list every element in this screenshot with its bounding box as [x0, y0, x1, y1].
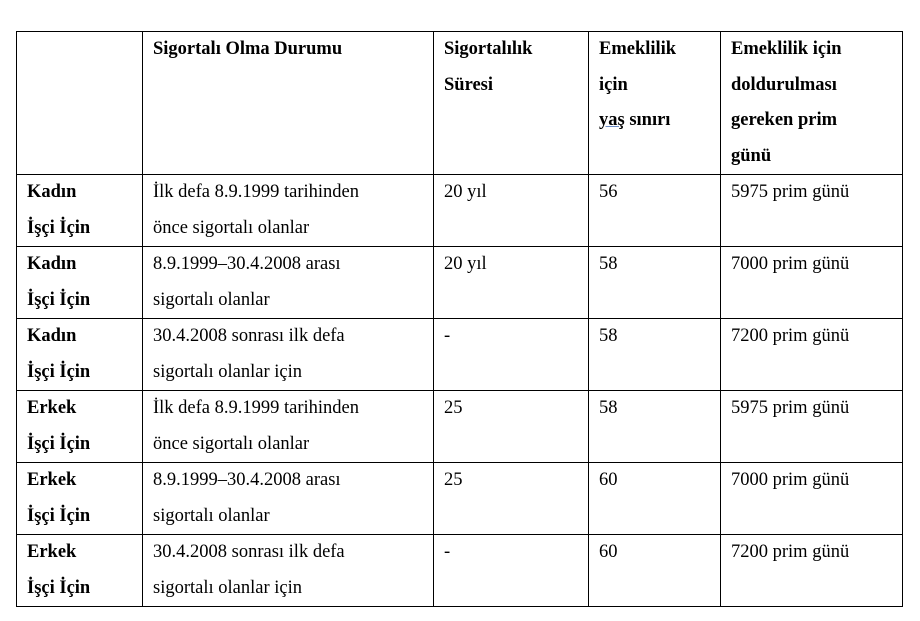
table-row [17, 247, 903, 319]
header-age-line3-rest: sınırı [624, 110, 671, 130]
row-age-cell: 58 [589, 319, 721, 391]
row-status-cell [143, 463, 434, 535]
status-line1: 8.9.1999–30.4.2008 arası [153, 470, 341, 490]
group-line1: Erkek [27, 398, 77, 418]
header-insurance-status-label: Sigortalı Olma Durumu [153, 39, 343, 59]
status-line2: sigortalı olanlar için [153, 577, 302, 598]
row-group-cell [17, 247, 143, 319]
group-line2: İşçi İçin [27, 217, 91, 238]
row-age-cell: 58 [589, 391, 721, 463]
header-premium-line3: gereken prim [731, 110, 838, 130]
row-duration-cell: 20 yıl [434, 175, 589, 247]
header-duration-line2: Süresi [444, 74, 494, 95]
row-age-cell: 58 [589, 247, 721, 319]
group-line1: Kadın [27, 326, 77, 346]
status-line2: önce sigortalı olanlar [153, 217, 310, 238]
retirement-conditions-table [16, 31, 903, 607]
row-group-cell [17, 319, 143, 391]
row-status-cell [143, 175, 434, 247]
row-premium-cell: 7200 prim günü [721, 535, 903, 607]
group-line2: İşçi İçin [27, 289, 91, 310]
status-line2: sigortalı olanlar için [153, 361, 302, 382]
row-duration-cell: 25 [434, 463, 589, 535]
header-premium-line4: günü [731, 145, 772, 166]
status-line2: sigortalı olanlar [153, 289, 270, 310]
header-insurance-duration [434, 32, 589, 175]
group-line2: İşçi İçin [27, 433, 91, 454]
header-age-line1: Emeklilik [599, 39, 677, 59]
row-group-cell [17, 535, 143, 607]
row-status-cell [143, 247, 434, 319]
row-premium-cell: 7000 prim günü [721, 247, 903, 319]
row-premium-cell: 7200 prim günü [721, 319, 903, 391]
header-age-line3 [599, 103, 710, 139]
header-empty-cell [17, 32, 143, 175]
header-premium-line2: doldurulması [731, 74, 837, 95]
group-line1: Erkek [27, 470, 77, 490]
row-status-cell [143, 391, 434, 463]
row-age-cell: 60 [589, 535, 721, 607]
row-group-cell [17, 463, 143, 535]
row-duration-cell: 25 [434, 391, 589, 463]
group-line1: Erkek [27, 542, 77, 562]
status-line1: 30.4.2008 sonrası ilk defa [153, 542, 345, 562]
row-premium-cell: 7000 prim günü [721, 463, 903, 535]
row-duration-cell: - [434, 535, 589, 607]
group-line1: Kadın [27, 182, 77, 202]
row-age-cell: 60 [589, 463, 721, 535]
table-row [17, 175, 903, 247]
table-header-row [17, 32, 903, 175]
group-line2: İşçi İçin [27, 577, 91, 598]
header-premium-line1: Emeklilik için [731, 39, 842, 59]
row-group-cell [17, 175, 143, 247]
row-duration-cell: - [434, 319, 589, 391]
header-retirement-age [589, 32, 721, 175]
header-premium-days [721, 32, 903, 175]
row-duration-cell: 20 yıl [434, 247, 589, 319]
row-group-cell [17, 391, 143, 463]
header-insurance-status [143, 32, 434, 175]
table-row [17, 319, 903, 391]
row-premium-cell: 5975 prim günü [721, 391, 903, 463]
status-line2: önce sigortalı olanlar [153, 433, 310, 454]
table-row [17, 535, 903, 607]
row-age-cell: 56 [589, 175, 721, 247]
row-status-cell [143, 535, 434, 607]
group-line2: İşçi İçin [27, 505, 91, 526]
status-line1: İlk defa 8.9.1999 tarihinden [153, 398, 360, 418]
header-duration-line1: Sigortalılık [444, 39, 533, 59]
status-line1: İlk defa 8.9.1999 tarihinden [153, 182, 360, 202]
table-row [17, 463, 903, 535]
status-line1: 8.9.1999–30.4.2008 arası [153, 254, 341, 274]
group-line2: İşçi İçin [27, 361, 91, 382]
header-age-line2: için [599, 74, 628, 95]
table-row [17, 391, 903, 463]
status-line1: 30.4.2008 sonrası ilk defa [153, 326, 345, 346]
group-line1: Kadın [27, 254, 77, 274]
status-line2: sigortalı olanlar [153, 505, 270, 526]
row-status-cell [143, 319, 434, 391]
header-age-underlined-word: yaş [599, 110, 625, 130]
row-premium-cell: 5975 prim günü [721, 175, 903, 247]
